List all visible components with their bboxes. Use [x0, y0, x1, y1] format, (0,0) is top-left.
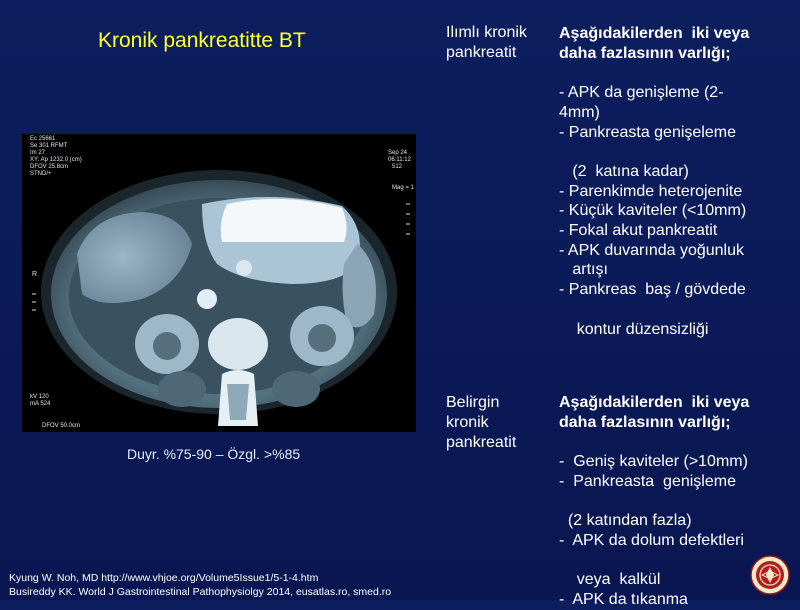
- criteria-line: 4mm): [559, 103, 600, 121]
- criteria-line: veya kalkül: [559, 571, 661, 589]
- label-line: pankreatit: [446, 434, 517, 451]
- ct-scan-illustration: [22, 134, 416, 432]
- criteria-line: - Pankreasta genişleme: [559, 472, 736, 490]
- label-line: pankreatit: [446, 44, 517, 61]
- criteria-line: - Fokal akut pankreatit: [559, 222, 718, 239]
- section-label-marked: [446, 393, 554, 453]
- section-label-mild: [446, 23, 554, 63]
- ct-bottom-left-1: mA 524: [30, 401, 51, 407]
- criteria-line: - Pankreas baş / gövdede: [559, 281, 746, 299]
- section-criteria-mild: [559, 24, 795, 339]
- ct-side-letter: R: [32, 271, 38, 278]
- label-line: Ilımlı kronik: [446, 24, 527, 41]
- criteria-line: - Parenkimde heterojenite: [559, 182, 743, 200]
- criteria-heading: Aşağıdakilerden iki veya: [559, 25, 750, 42]
- label-line: Belirgin: [446, 394, 500, 411]
- ct-top-left-2: Im 27: [30, 150, 46, 156]
- slide-title: Kronik pankreatitte BT: [98, 29, 306, 52]
- criteria-line: - APK duvarında yoğunluk: [559, 241, 745, 259]
- criteria-line: - Pankreasta genişeleme: [559, 123, 736, 141]
- criteria-line: (2 katından fazla): [559, 512, 692, 530]
- criteria-line: [559, 142, 795, 162]
- criteria-line: [559, 432, 795, 452]
- society-logo: [750, 555, 790, 595]
- criteria-line: [559, 63, 795, 83]
- ct-top-left-4: DFOV 25.8cm: [30, 164, 69, 170]
- ct-top-right-0: Sep 24: [388, 150, 408, 156]
- criteria-line: (2 katına kadar): [559, 162, 689, 180]
- criteria-heading: daha fazlasının varlığı;: [559, 413, 731, 431]
- ct-top-right-1: 06:11:12: [388, 157, 411, 163]
- label-line: kronik: [446, 414, 489, 431]
- ct-mag: Mag = 1: [392, 185, 414, 191]
- ct-top-left-3: XY: Ap 1232.0 (cm): [30, 157, 82, 163]
- criteria-heading: daha fazlasının varlığı;: [559, 44, 731, 62]
- criteria-line: artışı: [559, 261, 608, 279]
- criteria-line: kontur düzensizliği: [559, 320, 709, 338]
- criteria-line: - Geniş kaviteler (>10mm): [559, 453, 748, 471]
- ct-top-left-0: Ec 25661: [30, 136, 56, 142]
- criteria-line: [559, 492, 795, 512]
- ct-top-left-1: Se 301 RFMT: [30, 143, 68, 149]
- criteria-line: - APK da tıkanma: [559, 590, 688, 608]
- criteria-line: - APK da dolum defektleri: [559, 531, 744, 549]
- credit-line: Busireddy KK. World J Gastrointestinal Pathophysiolgy 2014, eusatlas.ro, smed.ro: [9, 586, 392, 598]
- ct-bottom-text: DFOV 50.0cm: [42, 423, 81, 429]
- criteria-heading: Aşağıdakilerden iki veya: [559, 394, 750, 411]
- ct-top-right-2: 512: [392, 164, 403, 170]
- ct-scan-image: [22, 134, 416, 432]
- criteria-line: [559, 300, 795, 320]
- ct-bottom-left-0: kV 120: [30, 394, 49, 400]
- criteria-line: - Küçük kaviteler (<10mm): [559, 202, 747, 220]
- ct-top-left-5: STND/+: [30, 171, 52, 177]
- credit-line: Kyung W. Noh, MD http://www.vhjoe.org/Volume5Issue1/5-1-4.htm: [9, 572, 319, 584]
- sensitivity-caption: Duyr. %75-90 – Özgl. >%85: [127, 446, 301, 462]
- criteria-line: - APK da genişleme (2-: [559, 84, 724, 102]
